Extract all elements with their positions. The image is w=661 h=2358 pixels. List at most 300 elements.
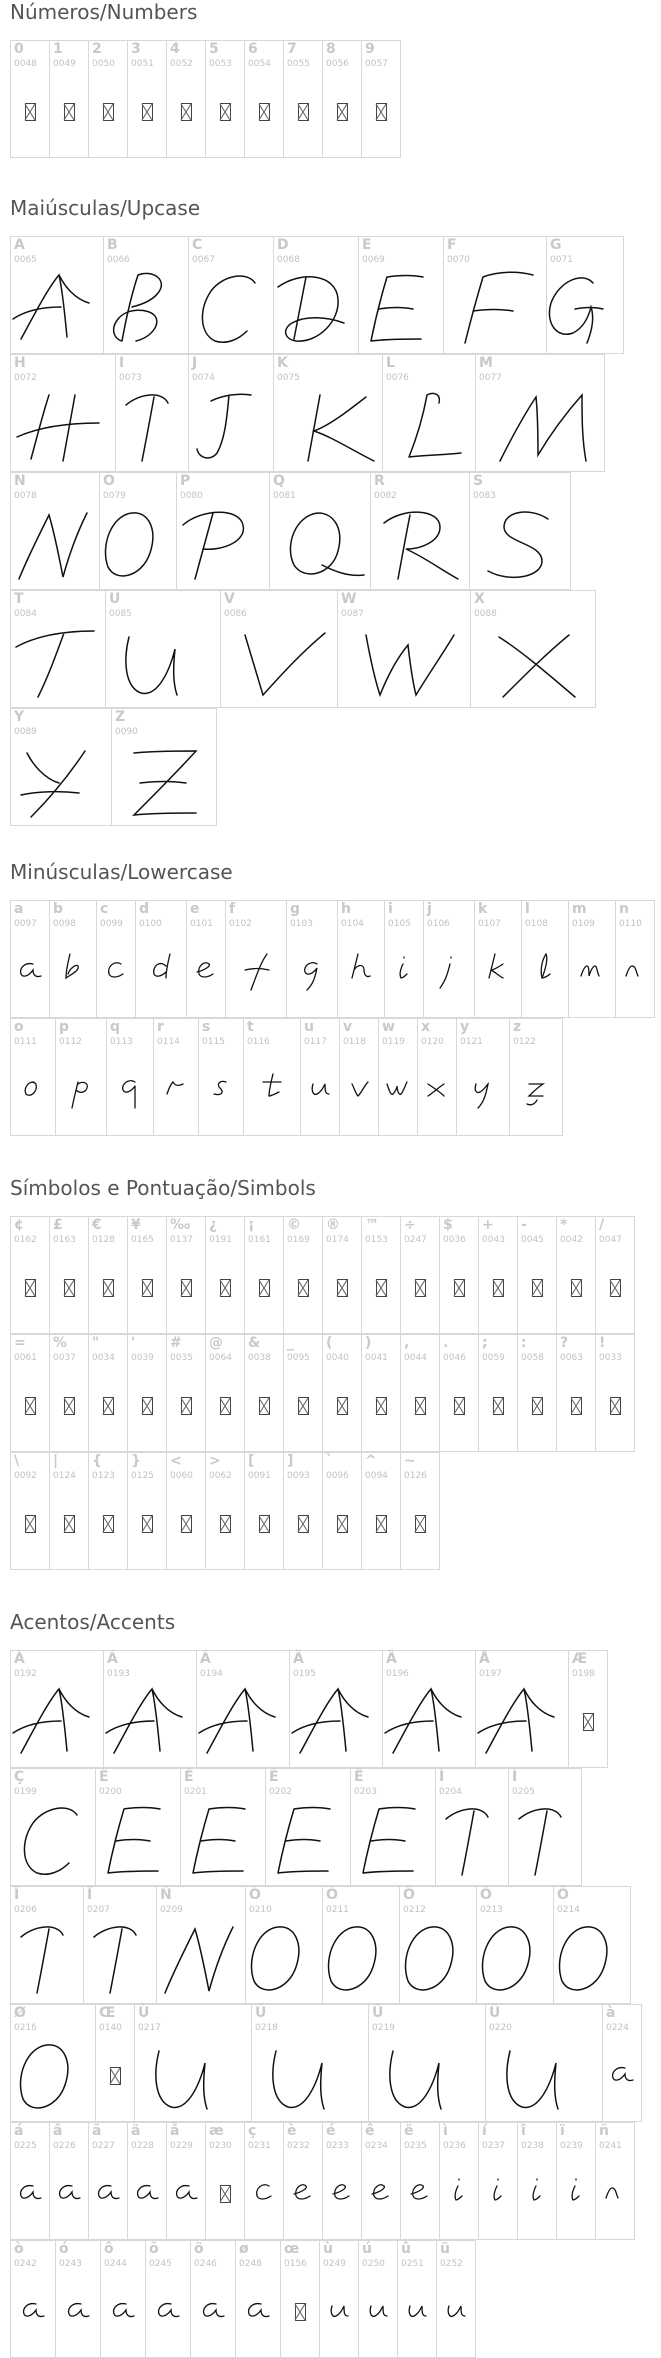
glyph-cell	[382, 354, 476, 472]
glyph-cell	[475, 354, 605, 472]
glyph-character: ^	[365, 1453, 377, 1469]
glyph-cell	[322, 1216, 362, 1334]
glyph-code: 0197	[479, 1669, 502, 1679]
glyph-cell	[49, 1334, 89, 1452]
section-title-upcase: Maiúsculas/Upcase	[10, 196, 201, 220]
glyph-preview	[167, 2149, 205, 2239]
glyph-row	[10, 2122, 634, 2240]
glyph-preview	[96, 2031, 134, 2121]
glyph-character: ù	[323, 2241, 333, 2257]
glyph-a-lower	[607, 2056, 637, 2096]
glyph-character: p	[59, 1019, 70, 1035]
glyph-code: 0161	[248, 1235, 271, 1245]
glyph-code: 0228	[131, 2141, 154, 2151]
glyph-cell	[508, 1768, 582, 1886]
missing-glyph-box	[181, 1515, 192, 1533]
glyph-code: 0096	[326, 1471, 349, 1481]
missing-glyph-box	[64, 1515, 75, 1533]
glyph-code: 0209	[160, 1905, 183, 1915]
glyph-code: 0057	[365, 59, 388, 69]
glyph-code: 0198	[572, 1669, 595, 1679]
glyph-preview	[206, 67, 244, 157]
missing-glyph-box	[181, 103, 192, 121]
glyph-preview	[284, 1243, 322, 1333]
glyph-cell	[397, 2240, 437, 2358]
glyph-character: Ï	[87, 1887, 93, 1903]
glyph-preview	[167, 1361, 205, 1451]
glyph-cell	[423, 900, 475, 1018]
glyph-character: Å	[479, 1651, 490, 1667]
missing-glyph-box	[610, 1397, 621, 1415]
glyph-character: Ó	[326, 1887, 338, 1903]
glyph-cell	[384, 900, 424, 1018]
glyph-preview	[56, 2267, 100, 2357]
glyph-character: ®	[326, 1217, 340, 1233]
missing-glyph-box	[142, 1397, 153, 1415]
glyph-character: Û	[372, 2005, 384, 2021]
glyph-i-lower	[483, 2174, 513, 2214]
glyph-code: 0230	[209, 2141, 232, 2151]
glyph-character: ê	[365, 2123, 375, 2139]
glyph-code: 0121	[460, 1037, 483, 1047]
glyph-a-lower	[243, 2292, 273, 2332]
glyph-preview	[281, 2267, 319, 2357]
section-title-accents: Acentos/Accents	[10, 1610, 176, 1634]
glyph-cell	[49, 900, 97, 1018]
glyph-preview	[11, 735, 111, 825]
glyph-code: 0114	[157, 1037, 180, 1047]
glyph-cell	[49, 1216, 89, 1334]
glyph-cell	[127, 1216, 167, 1334]
glyph-preview	[274, 381, 382, 471]
glyph-preview	[199, 1045, 243, 1135]
glyph-code: 0237	[482, 2141, 505, 2151]
glyph-cell	[595, 2122, 635, 2240]
glyph-preview	[128, 1243, 166, 1333]
glyph-character: ‰	[170, 1217, 191, 1233]
glyph-code: 0108	[525, 919, 548, 929]
glyph-q-lower	[115, 1070, 145, 1110]
glyph-code: 0169	[287, 1235, 310, 1245]
glyph-preview	[100, 499, 176, 589]
glyph-y-lower	[468, 1070, 498, 1110]
glyph-cell	[244, 1334, 284, 1452]
glyph-code: 0126	[404, 1471, 427, 1481]
glyph-cell	[166, 2122, 206, 2240]
glyph-preview	[167, 1243, 205, 1333]
glyph-code: 0207	[87, 1905, 110, 1915]
glyph-code: 0054	[248, 59, 271, 69]
glyph-cell	[368, 2004, 486, 2122]
glyph-character: q	[110, 1019, 121, 1035]
glyph-character: ö	[194, 2241, 204, 2257]
glyph-preview	[97, 927, 135, 1017]
glyph-preview	[56, 1045, 106, 1135]
glyph-cell	[509, 1018, 563, 1136]
glyph-code: 0055	[287, 59, 310, 69]
glyph-character: z	[513, 1019, 522, 1035]
glyph-preview	[362, 67, 400, 157]
glyph-preview	[323, 67, 361, 157]
glyph-preview	[89, 1243, 127, 1333]
glyph-preview	[616, 927, 654, 1017]
glyph-code: 0236	[443, 2141, 466, 2151]
glyph-character: ø	[239, 2241, 249, 2257]
glyph-preview	[221, 617, 337, 707]
glyph-code: 0065	[14, 255, 37, 265]
glyph-s-lower	[206, 1070, 236, 1110]
glyph-character: ü	[440, 2241, 450, 2257]
glyph-preview	[245, 2149, 283, 2239]
glyph-preview	[206, 2149, 244, 2239]
glyph-cell	[322, 40, 362, 158]
glyph-cell	[166, 40, 206, 158]
glyph-a-lower	[54, 2174, 84, 2214]
glyph-character: %	[53, 1335, 68, 1351]
glyph-cell	[55, 2240, 101, 2358]
glyph-preview	[284, 1479, 322, 1569]
glyph-preview	[245, 1361, 283, 1451]
glyph-character: è	[287, 2123, 297, 2139]
glyph-preview	[11, 617, 105, 707]
glyph-character: G	[550, 237, 562, 253]
glyph-cell	[595, 1334, 635, 1452]
glyph-code: 0119	[382, 1037, 405, 1047]
glyph-cell	[300, 1018, 340, 1136]
glyph-i-lower	[389, 952, 419, 992]
glyph-preview	[128, 1361, 166, 1451]
glyph-cell	[370, 472, 470, 590]
glyph-preview	[437, 2267, 475, 2357]
glyph-cell	[88, 2122, 128, 2240]
glyph-character: Ì	[439, 1769, 445, 1785]
glyph-code: 0243	[59, 2259, 82, 2269]
glyph-r-lower	[161, 1070, 191, 1110]
glyph-character: ú	[362, 2241, 372, 2257]
glyph-preview	[167, 67, 205, 157]
glyph-Y-upper	[11, 735, 111, 825]
glyph-code: 0226	[53, 2141, 76, 2151]
glyph-code: 0042	[560, 1235, 583, 1245]
missing-glyph-box	[415, 1515, 426, 1533]
glyph-preview	[167, 1479, 205, 1569]
glyph-cell	[556, 1216, 596, 1334]
missing-glyph-box	[610, 1279, 621, 1297]
missing-glyph-box	[337, 1515, 348, 1533]
glyph-preview	[557, 1243, 595, 1333]
glyph-preview	[11, 1479, 49, 1569]
glyph-character: f	[229, 901, 236, 917]
glyph-code: 0053	[209, 59, 232, 69]
glyph-code: 0217	[138, 2023, 161, 2033]
glyph-preview	[11, 2031, 95, 2121]
missing-glyph-box	[64, 1279, 75, 1297]
glyph-code: 0087	[341, 609, 364, 619]
glyph-character: }	[131, 1453, 141, 1469]
glyph-code: 0099	[100, 919, 123, 929]
missing-glyph-box	[142, 1279, 153, 1297]
glyph-code: 0238	[521, 2141, 544, 2151]
glyph-preview	[104, 1677, 196, 1767]
glyph-code: 0214	[557, 1905, 580, 1915]
glyph-character: A	[14, 237, 25, 253]
glyph-character: á	[14, 2123, 24, 2139]
glyph-character: +	[482, 1217, 494, 1233]
glyph-character: ©	[287, 1217, 301, 1233]
missing-glyph-box	[259, 103, 270, 121]
glyph-preview	[569, 927, 615, 1017]
glyph-character: ë	[404, 2123, 414, 2139]
glyph-character: K	[277, 355, 288, 371]
glyph-character: b	[53, 901, 64, 917]
glyph-preview	[371, 499, 469, 589]
glyph-preview	[191, 2267, 235, 2357]
glyph-code: 0062	[209, 1471, 232, 1481]
glyph-preview	[518, 1243, 556, 1333]
glyph-W-upper	[354, 617, 454, 707]
glyph-code: 0191	[209, 1235, 232, 1245]
glyph-character: õ	[149, 2241, 159, 2257]
glyph-preview	[189, 381, 273, 471]
glyph-preview	[50, 1479, 88, 1569]
glyph-preview	[323, 1361, 361, 1451]
glyph-b-lower	[58, 952, 88, 992]
glyph-preview	[486, 2031, 602, 2121]
glyph-code: 0220	[489, 2023, 512, 2033]
missing-glyph-box	[220, 2185, 231, 2203]
glyph-preview	[290, 1677, 382, 1767]
glyph-character: |	[53, 1453, 59, 1469]
glyph-character: *	[560, 1217, 568, 1233]
missing-glyph-box	[415, 1397, 426, 1415]
glyph-F-upper	[445, 263, 545, 353]
glyph-code: 0199	[14, 1787, 37, 1797]
glyph-code: 0105	[388, 919, 411, 929]
glyph-row	[10, 708, 216, 826]
glyph-preview	[245, 1243, 283, 1333]
glyph-preview	[89, 2149, 127, 2239]
glyph-code: 0250	[362, 2259, 385, 2269]
glyph-character: u	[304, 1019, 314, 1035]
glyph-preview	[522, 927, 568, 1017]
glyph-code: 0140	[99, 2023, 122, 2033]
glyph-code: 0045	[521, 1235, 544, 1245]
glyph-code: 0074	[192, 373, 215, 383]
glyph-character: ¥	[131, 1217, 141, 1233]
glyph-cell	[470, 590, 596, 708]
glyph-cell	[49, 1452, 89, 1570]
glyph-character: 7	[287, 41, 297, 57]
glyph-a-lower	[171, 2174, 201, 2214]
glyph-preview	[385, 927, 423, 1017]
glyph-code: 0125	[131, 1471, 154, 1481]
glyph-A-upper	[193, 1677, 293, 1767]
glyph-code: 0165	[131, 1235, 154, 1245]
glyph-preview	[226, 927, 286, 1017]
glyph-code: 0052	[170, 59, 193, 69]
glyph-character: 8	[326, 41, 336, 57]
glyph-character: P	[180, 473, 191, 489]
glyph-preview	[11, 2149, 49, 2239]
glyph-preview	[596, 2149, 634, 2239]
glyph-cell	[145, 2240, 191, 2358]
glyph-code: 0041	[365, 1353, 388, 1363]
glyph-character: v	[343, 1019, 353, 1035]
glyph-T-upper	[8, 617, 108, 707]
glyph-code: 0120	[421, 1037, 444, 1047]
glyph-character: i	[388, 901, 393, 917]
glyph-A-upper	[286, 1677, 386, 1767]
glyph-character: Œ	[99, 2005, 116, 2021]
glyph-row	[10, 2240, 475, 2358]
missing-glyph-box	[493, 1279, 504, 1297]
glyph-character: T	[14, 591, 24, 607]
glyph-preview	[362, 1361, 400, 1451]
glyph-character: H	[14, 355, 26, 371]
glyph-code: 0043	[482, 1235, 505, 1245]
glyph-cell	[10, 40, 50, 158]
glyph-A-upper	[379, 1677, 479, 1767]
glyph-M-upper	[490, 381, 590, 471]
glyph-preview	[444, 263, 546, 353]
glyph-cell	[153, 1018, 199, 1136]
glyph-cell	[198, 1018, 244, 1136]
glyph-preview	[128, 1479, 166, 1569]
glyph-row	[10, 354, 604, 472]
glyph-preview	[359, 263, 443, 353]
glyph-U-upper	[143, 2031, 243, 2121]
glyph-character: 4	[170, 41, 180, 57]
glyph-cell	[478, 1216, 518, 1334]
glyph-preview	[177, 499, 269, 589]
glyph-preview	[157, 1913, 245, 2003]
missing-glyph-box	[493, 1397, 504, 1415]
glyph-character: Î	[14, 1887, 20, 1903]
glyph-cell	[10, 472, 100, 590]
glyph-U-upper	[260, 2031, 360, 2121]
glyph-code: 0218	[255, 2023, 278, 2033]
glyph-preview	[554, 1913, 630, 2003]
glyph-preview	[50, 1361, 88, 1451]
glyph-character: Ä	[386, 1651, 397, 1667]
glyph-code: 0075	[277, 373, 300, 383]
glyph-preview	[284, 67, 322, 157]
missing-glyph-box	[181, 1279, 192, 1297]
glyph-cell	[205, 1452, 245, 1570]
glyph-cell	[602, 2004, 642, 2122]
glyph-preview	[323, 1479, 361, 1569]
glyph-cell	[188, 236, 274, 354]
glyph-cell	[283, 1216, 323, 1334]
glyph-character: À	[14, 1651, 25, 1667]
glyph-code: 0229	[170, 2141, 193, 2151]
glyph-preview	[338, 617, 470, 707]
glyph-code: 0216	[14, 2023, 37, 2033]
glyph-character: F	[447, 237, 457, 253]
glyph-character: s	[202, 1019, 211, 1035]
glyph-code: 0206	[14, 1905, 37, 1915]
glyph-code: 0090	[115, 727, 138, 737]
glyph-cell	[456, 1018, 510, 1136]
glyph-cell	[10, 236, 104, 354]
glyph-cell	[10, 2004, 96, 2122]
missing-glyph-box	[259, 1515, 270, 1533]
glyph-p-lower	[66, 1070, 96, 1110]
glyph-preview	[96, 1795, 180, 1885]
glyph-preview	[320, 2267, 358, 2357]
glyph-i-lower	[444, 2174, 474, 2214]
glyph-code: 0063	[560, 1353, 583, 1363]
missing-glyph-box	[181, 1397, 192, 1415]
glyph-character: Ê	[269, 1769, 279, 1785]
glyph-preview	[479, 2149, 517, 2239]
glyph-code: 0204	[439, 1787, 462, 1797]
glyph-code: 0122	[513, 1037, 536, 1047]
glyph-code: 0083	[473, 491, 496, 501]
section-title-symbols: Símbolos e Pontuação/Simbols	[10, 1176, 316, 1200]
glyph-code: 0085	[109, 609, 132, 619]
glyph-row	[10, 1768, 581, 1886]
missing-glyph-box	[454, 1279, 465, 1297]
glyph-character: å	[170, 2123, 180, 2139]
glyph-e-lower	[288, 2174, 318, 2214]
glyph-cell	[88, 1334, 128, 1452]
glyph-character: j	[427, 901, 432, 917]
glyph-character: y	[460, 1019, 470, 1035]
glyph-character: ç	[248, 2123, 257, 2139]
glyph-preview	[11, 1045, 55, 1135]
glyph-code: 0116	[247, 1037, 270, 1047]
glyph-code: 0073	[119, 373, 142, 383]
missing-glyph-box	[454, 1397, 465, 1415]
glyph-cell	[265, 1768, 351, 1886]
glyph-code: 0036	[443, 1235, 466, 1245]
glyph-cell	[49, 2122, 89, 2240]
glyph-code: 0080	[180, 491, 203, 501]
glyph-cell	[95, 2004, 135, 2122]
glyph-u-lower	[324, 2292, 354, 2332]
glyph-code: 0034	[92, 1353, 115, 1363]
glyph-preview	[101, 2267, 145, 2357]
glyph-preview	[596, 1243, 634, 1333]
glyph-I-upper	[495, 1795, 595, 1885]
glyph-O-upper	[3, 2031, 103, 2121]
glyph-cell	[196, 1650, 290, 1768]
glyph-code: 0035	[170, 1353, 193, 1363]
glyph-preview	[245, 67, 283, 157]
glyph-character: 1	[53, 41, 63, 57]
glyph-cell	[361, 1452, 401, 1570]
glyph-code: 0137	[170, 1235, 193, 1245]
glyph-character: é	[326, 2123, 336, 2139]
glyph-preview	[252, 2031, 368, 2121]
glyph-character: ñ	[599, 2123, 609, 2139]
glyph-cell	[361, 1216, 401, 1334]
glyph-code: 0210	[249, 1905, 272, 1915]
glyph-code: 0200	[99, 1787, 122, 1797]
glyph-row	[10, 900, 654, 1018]
glyph-code: 0115	[202, 1037, 225, 1047]
glyph-cell	[361, 1334, 401, 1452]
glyph-cell	[10, 1452, 50, 1570]
glyph-preview	[471, 617, 595, 707]
glyph-code: 0049	[53, 59, 76, 69]
glyph-preview	[244, 1045, 300, 1135]
glyph-row	[10, 1650, 607, 1768]
glyph-preview	[398, 2267, 436, 2357]
glyph-preview	[154, 1045, 198, 1135]
glyph-preview	[181, 1795, 265, 1885]
